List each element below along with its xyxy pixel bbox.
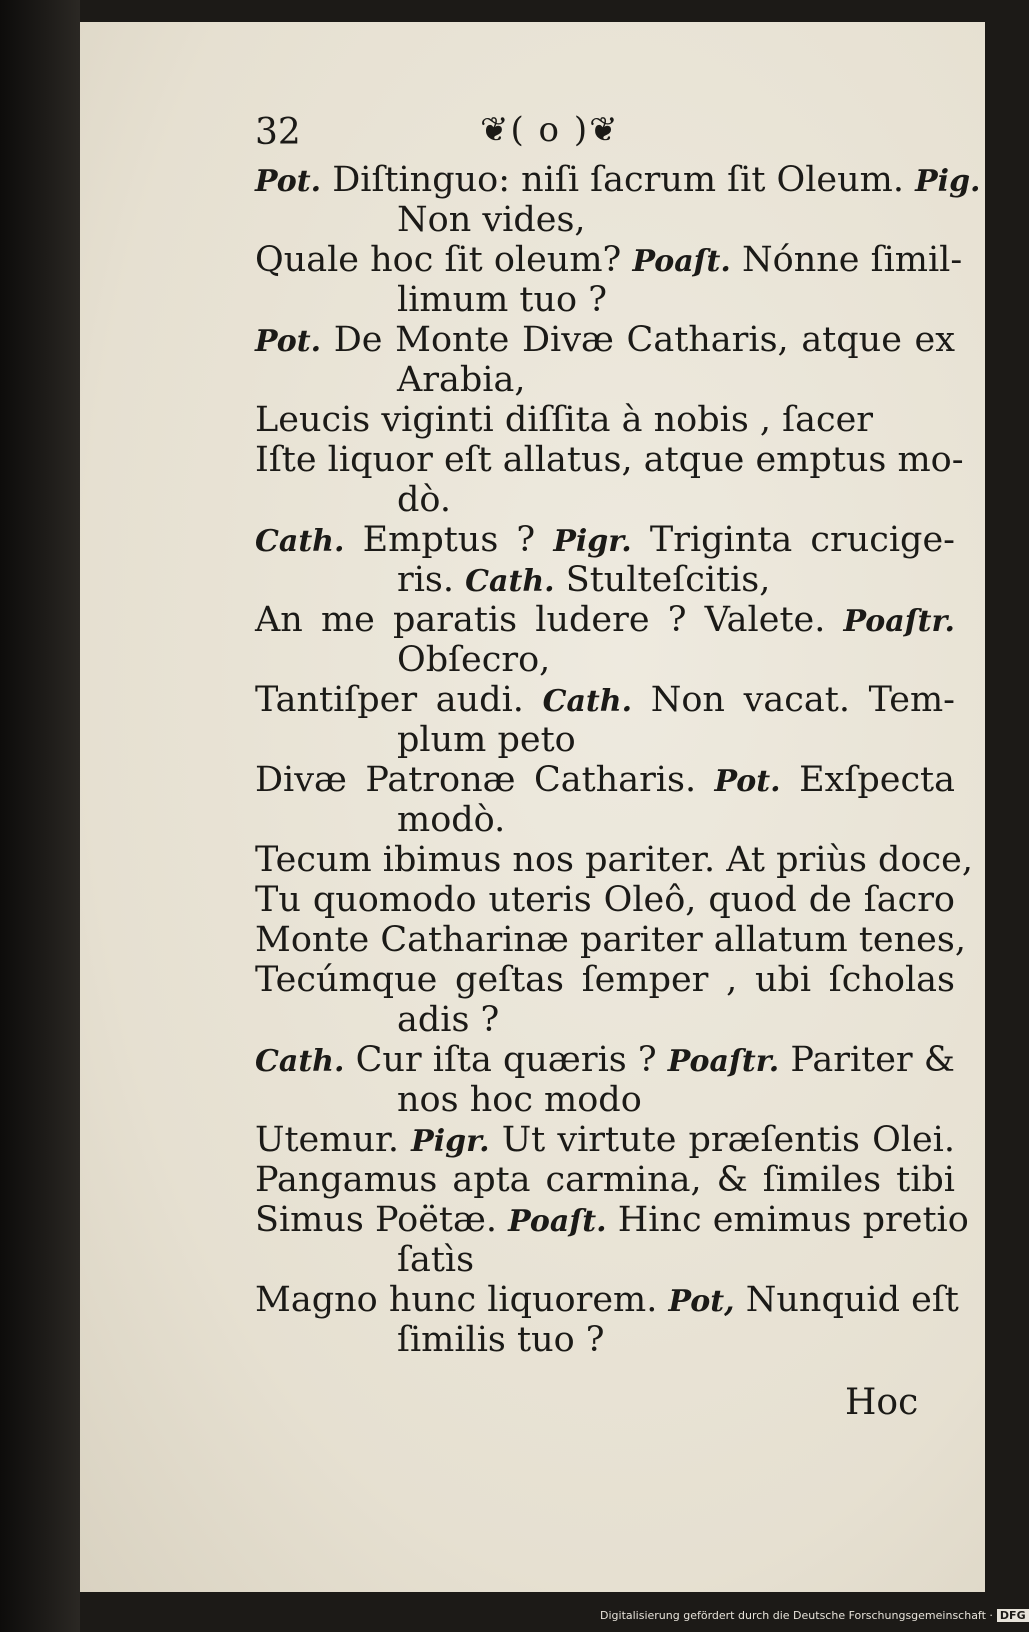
line-text: Quale hoc ſit oleum?: [255, 240, 622, 280]
line-text: dò.: [397, 480, 451, 520]
line-text: Hinc emimus pretio: [617, 1200, 969, 1240]
line-text: adis ?: [397, 1000, 500, 1040]
line-text: Pariter &: [790, 1040, 955, 1080]
line-text: Simus Poëtæ.: [255, 1200, 497, 1240]
line-text: ſimilis tuo ?: [397, 1320, 605, 1360]
line-text: Arabia,: [397, 360, 526, 400]
text-line: [255, 1240, 955, 1280]
text-line: [255, 440, 964, 480]
body-text: [255, 160, 981, 1360]
text-line: [255, 880, 955, 920]
line-text: Pangamus apta carmina, & ſimiles tibi: [255, 1160, 955, 1200]
line-text: Tecum ibimus nos pariter. At priùs doce,: [255, 840, 973, 880]
line-text: Ut virtute præſentis Olei.: [501, 1120, 955, 1160]
text-line: [255, 1160, 955, 1200]
speaker-label: Poaſtr.: [667, 1044, 780, 1079]
text-line: [255, 160, 981, 200]
text-line: [255, 1120, 955, 1160]
speaker-label: Pig.: [915, 164, 981, 199]
line-text: Emptus ?: [362, 520, 536, 560]
line-text: Magno hunc liquorem.: [255, 1280, 658, 1320]
header-ornament: ❦( o )❦: [480, 110, 620, 150]
speaker-label: Poaſt.: [508, 1204, 607, 1239]
speaker-label: Cath.: [255, 524, 345, 559]
line-text: Iſte liquor eſt allatus, atque emptus mo-: [255, 440, 964, 480]
speaker-label: Pigr.: [411, 1124, 490, 1159]
footer-credit: [600, 1609, 1026, 1629]
text-line: [255, 560, 955, 600]
line-text: Divæ Patronæ Catharis.: [255, 760, 697, 800]
line-text: Tu quomodo uteris Oleô, quod de ſacro: [255, 880, 955, 920]
dfg-logo: DFG: [997, 1609, 1029, 1622]
text-line: [255, 240, 963, 280]
text-line: [255, 1320, 955, 1360]
line-text: Diſtinguo: niſi ſacrum ſit Oleum.: [332, 160, 904, 200]
text-line: [255, 480, 955, 520]
line-text: Utemur.: [255, 1120, 400, 1160]
text-line: [255, 920, 966, 960]
line-text: nos hoc modo: [397, 1080, 642, 1120]
line-text: modò.: [397, 800, 506, 840]
line-text: Monte Catharinæ pariter allatum tenes,: [255, 920, 966, 960]
speaker-label: Pot.: [255, 324, 322, 359]
book-gutter: [0, 0, 80, 1632]
text-line: [255, 320, 955, 360]
line-text: limum tuo ?: [397, 280, 607, 320]
text-line: [255, 1080, 955, 1120]
page-number: 32: [255, 112, 301, 153]
text-line: [255, 960, 955, 1000]
text-line: [255, 360, 955, 400]
line-text: Triginta crucige-: [649, 520, 955, 560]
line-text: Exſpecta: [799, 760, 955, 800]
line-text: Stulteſcitis,: [565, 560, 771, 600]
line-text: De Monte Divæ Catharis, atque ex: [333, 320, 955, 360]
line-text: Nónne ſimil-: [742, 240, 963, 280]
line-text: Non vides,: [397, 200, 586, 240]
line-text: Leucis viginti diſſita à nobis , ſacer: [255, 400, 874, 440]
speaker-label: Pot.: [714, 764, 781, 799]
running-header: [255, 110, 955, 154]
text-line: [255, 200, 955, 240]
speaker-label: Pot,: [668, 1284, 735, 1319]
line-text: Cur iſta quæris ?: [355, 1040, 657, 1080]
line-text: Nunquid eſt: [745, 1280, 959, 1320]
text-line: [255, 1000, 955, 1040]
line-text: Tantiſper audi.: [255, 680, 524, 720]
text-line: [255, 280, 955, 320]
line-text: ris.: [397, 560, 455, 600]
text-line: [255, 640, 955, 680]
speaker-label: Cath.: [255, 1044, 345, 1079]
speaker-label: Pot.: [255, 164, 322, 199]
speaker-label: Cath.: [542, 684, 633, 719]
text-line: [255, 800, 955, 840]
text-line: [255, 1040, 955, 1080]
text-line: [255, 760, 955, 800]
speaker-label: Pigr.: [553, 524, 632, 559]
footer-text: Digitalisierung gefördert durch die Deutsche Forschungsgemeinschaft ·: [600, 1609, 993, 1622]
line-text: Obſecro,: [397, 640, 551, 680]
text-line: [255, 840, 973, 880]
text-line: [255, 680, 955, 720]
line-text: An me paratis ludere ? Valete.: [255, 600, 826, 640]
speaker-label: Poaſt.: [632, 244, 731, 279]
line-text: Non vacat. Tem-: [650, 680, 955, 720]
line-text: Tecúmque geſtas ſemper , ubi ſcholas: [255, 960, 955, 1000]
text-line: [255, 600, 955, 640]
text-line: [255, 1280, 959, 1320]
line-text: plum peto: [397, 720, 576, 760]
catchword: Hoc: [845, 1382, 919, 1423]
text-line: [255, 400, 955, 440]
speaker-label: Cath.: [465, 564, 555, 599]
text-line: [255, 720, 955, 760]
line-text: ſatìs: [397, 1240, 475, 1280]
text-line: [255, 520, 955, 560]
text-line: [255, 1200, 969, 1240]
speaker-label: Poaſtr.: [843, 604, 955, 639]
